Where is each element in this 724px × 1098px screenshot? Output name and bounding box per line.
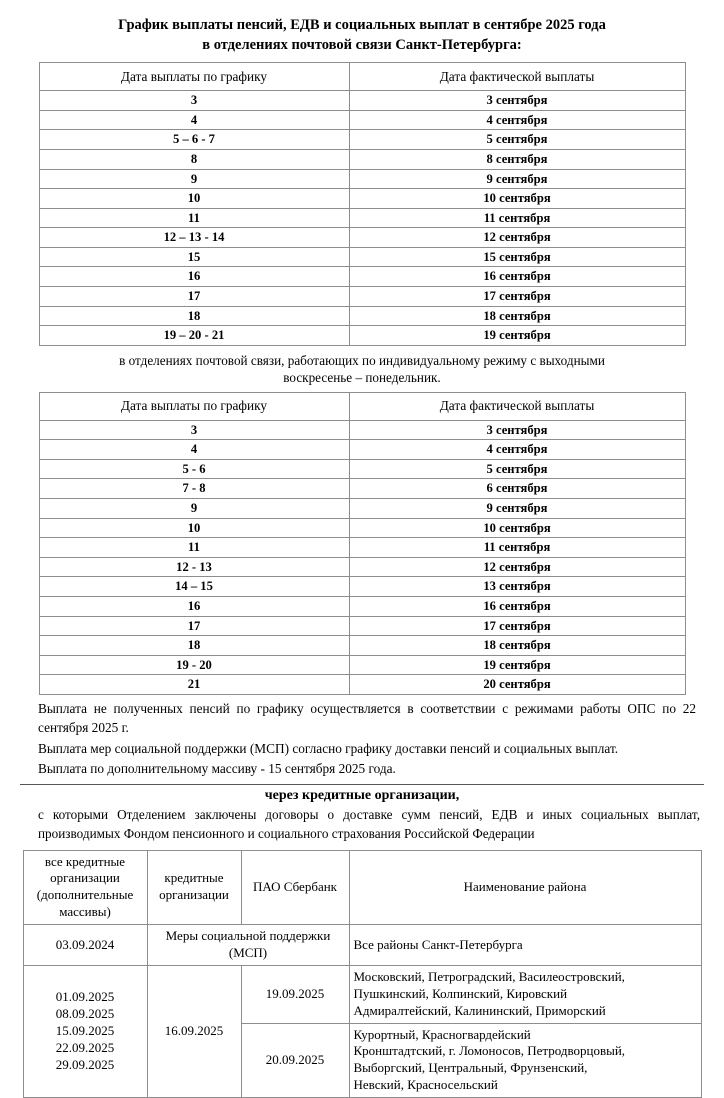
table-header-row: [39, 392, 685, 420]
table-row: [39, 247, 685, 267]
cell-actual-date: 3 сентября: [349, 91, 685, 111]
table-row: [39, 518, 685, 538]
cell-credit-org-date: 16.09.2025: [147, 965, 241, 1097]
individual-schedule-note-line-2: воскресенье – понедельник.: [283, 370, 441, 386]
column-header-district-name: Наименование района: [349, 850, 701, 925]
cell-scheduled-date: 11: [39, 538, 349, 558]
cell-scheduled-date: 11: [39, 208, 349, 228]
credit-organizations-heading: через кредитные организации,: [264, 788, 460, 804]
cell-actual-date: 18 сентября: [349, 306, 685, 326]
cell-scheduled-date: 12 – 13 - 14: [39, 228, 349, 248]
table-row: [39, 557, 685, 577]
cell-actual-date: 10 сентября: [349, 518, 685, 538]
cell-actual-date: 17 сентября: [349, 616, 685, 636]
credit-organizations-table: [23, 850, 702, 1098]
cell-scheduled-date: 5 – 6 - 7: [39, 130, 349, 150]
page-title-line-2: в отделениях почтовой связи Санкт-Петербурга:: [202, 36, 522, 53]
cell-scheduled-date: 12 - 13: [39, 557, 349, 577]
cell-actual-date: 15 сентября: [349, 247, 685, 267]
cell-scheduled-date: 17: [39, 287, 349, 307]
table-row: [39, 228, 685, 248]
cell-scheduled-date: 19 – 20 - 21: [39, 326, 349, 346]
cell-actual-date: 20 сентября: [349, 675, 685, 695]
table-row: [39, 110, 685, 130]
individual-schedule-note: [20, 352, 704, 387]
table-row: [39, 326, 685, 346]
notes-block: [20, 699, 704, 778]
cell-districts-2: Курортный, Красногвардейский Кронштадтский, г. Ломоносов, Петродворцовый, Выборгский, Центральный, Фрунзенский, Невский, Красносельский: [349, 1023, 701, 1098]
table-row: [39, 459, 685, 479]
table-header-row: [39, 63, 685, 91]
cell-actual-date: 19 сентября: [349, 326, 685, 346]
column-header-sberbank: ПАО Сбербанк: [241, 850, 349, 925]
cell-scheduled-date: 14 – 15: [39, 577, 349, 597]
cell-scheduled-date: 3: [39, 91, 349, 111]
column-header-actual-date: Дата фактической выплаты: [349, 63, 685, 91]
table-row: [39, 616, 685, 636]
cell-sberbank-date-2: 20.09.2025: [241, 1023, 349, 1098]
cell-scheduled-date: 10: [39, 189, 349, 209]
cell-scheduled-date: 4: [39, 110, 349, 130]
cell-scheduled-date: 19 - 20: [39, 655, 349, 675]
cell-scheduled-date: 15: [39, 247, 349, 267]
table-row: [39, 675, 685, 695]
note-additional-array: Выплата по дополнительному массиву - 15 сентября 2025 года.: [38, 760, 396, 776]
table-row: [39, 208, 685, 228]
column-header-scheduled-date: Дата выплаты по графику: [39, 392, 349, 420]
note-unreceived-pensions: Выплата не полученных пенсий по графику осуществляется в соответствии с режимами работы ОПС по 22 сентября 2025 г.: [38, 701, 696, 736]
cell-actual-date: 10 сентября: [349, 189, 685, 209]
table-row: [39, 538, 685, 558]
cell-msp-date: 03.09.2024: [23, 925, 147, 966]
cell-scheduled-date: 21: [39, 675, 349, 695]
cell-scheduled-date: 10: [39, 518, 349, 538]
cell-actual-date: 17 сентября: [349, 287, 685, 307]
cell-actual-date: 11 сентября: [349, 538, 685, 558]
table-row: [39, 577, 685, 597]
cell-scheduled-date: 16: [39, 267, 349, 287]
cell-scheduled-date: 8: [39, 149, 349, 169]
cell-scheduled-date: 4: [39, 440, 349, 460]
cell-actual-date: 9 сентября: [349, 499, 685, 519]
cell-msp-district: Все районы Санкт-Петербурга: [349, 925, 701, 966]
table-row: [39, 91, 685, 111]
schedule-table-post-offices: [39, 62, 686, 346]
cell-actual-date: 5 сентября: [349, 459, 685, 479]
cell-actual-date: 3 сентября: [349, 420, 685, 440]
cell-actual-date: 16 сентября: [349, 597, 685, 617]
table-row: [39, 149, 685, 169]
cell-scheduled-date: 16: [39, 597, 349, 617]
cell-actual-date: 4 сентября: [349, 440, 685, 460]
cell-actual-date: 13 сентября: [349, 577, 685, 597]
cell-actual-date: 19 сентября: [349, 655, 685, 675]
cell-actual-date: 12 сентября: [349, 228, 685, 248]
cell-districts-1: Московский, Петроградский, Василеостровский, Пушкинский, Колпинский, Кировский Адмиралтейский, Калининский, Приморский: [349, 965, 701, 1023]
cell-actual-date: 8 сентября: [349, 149, 685, 169]
column-header-credit-orgs: кредитные организации: [147, 850, 241, 925]
table-row: [39, 636, 685, 656]
table-row: [39, 479, 685, 499]
cell-scheduled-date: 3: [39, 420, 349, 440]
note-msp-payment: Выплата мер социальной поддержки (МСП) согласно графику доставки пенсий и социальных выплат.: [38, 740, 619, 756]
cell-additional-array-dates: 01.09.2025 08.09.2025 15.09.2025 22.09.2025 29.09.2025: [23, 965, 147, 1097]
cell-scheduled-date: 5 - 6: [39, 459, 349, 479]
table-row: [39, 499, 685, 519]
cell-actual-date: 6 сентября: [349, 479, 685, 499]
cell-actual-date: 5 сентября: [349, 130, 685, 150]
cell-actual-date: 12 сентября: [349, 557, 685, 577]
cell-scheduled-date: 18: [39, 636, 349, 656]
cell-scheduled-date: 7 - 8: [39, 479, 349, 499]
table-row: [39, 420, 685, 440]
table-row: [39, 597, 685, 617]
individual-schedule-note-line-1: в отделениях почтовой связи, работающих по индивидуальному режиму с выходными: [119, 352, 605, 368]
page-title-line-1: График выплаты пенсий, ЕДВ и социальных выплат в сентябре 2025 года: [118, 17, 606, 33]
cell-actual-date: 18 сентября: [349, 636, 685, 656]
cell-sberbank-date-1: 19.09.2025: [241, 965, 349, 1023]
table-row: [39, 267, 685, 287]
table-row-msp: [23, 925, 701, 966]
table-row: [39, 440, 685, 460]
table-row: [39, 130, 685, 150]
credit-organizations-subtitle: с которыми Отделением заключены договоры о доставке сумм пенсий, ЕДВ и иных социальных выплат, производимых Фондом пенсионного и социального страхования Российской Федерации: [38, 807, 700, 841]
cell-scheduled-date: 17: [39, 616, 349, 636]
schedule-table-individual-mode: [39, 392, 686, 695]
column-header-actual-date: Дата фактической выплаты: [349, 392, 685, 420]
table-row: [39, 287, 685, 307]
table-row: [39, 169, 685, 189]
table-row: [39, 189, 685, 209]
cell-msp-label: Меры социальной поддержки (МСП): [147, 925, 349, 966]
cell-actual-date: 4 сентября: [349, 110, 685, 130]
cell-scheduled-date: 9: [39, 499, 349, 519]
column-header-all-credit-orgs: все кредитные организации (дополнительные массивы): [23, 850, 147, 925]
table-row-main-first: [23, 965, 701, 1023]
cell-actual-date: 16 сентября: [349, 267, 685, 287]
page-title: [20, 16, 704, 55]
table-header-row: [23, 850, 701, 925]
cell-actual-date: 11 сентября: [349, 208, 685, 228]
section-divider: [20, 784, 704, 785]
cell-actual-date: 9 сентября: [349, 169, 685, 189]
cell-scheduled-date: 9: [39, 169, 349, 189]
column-header-scheduled-date: Дата выплаты по графику: [39, 63, 349, 91]
table-row: [39, 655, 685, 675]
cell-scheduled-date: 18: [39, 306, 349, 326]
table-row: [39, 306, 685, 326]
